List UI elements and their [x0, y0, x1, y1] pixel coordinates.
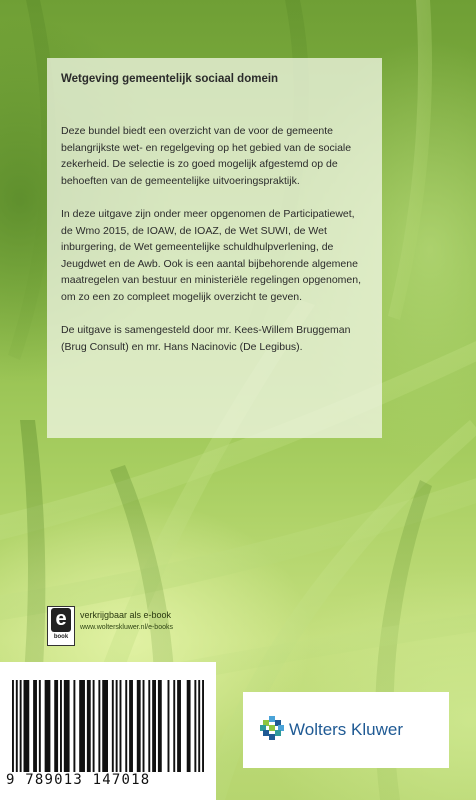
barcode-bar [33, 680, 37, 772]
barcode-bar [143, 680, 145, 772]
publisher-name: Wolters Kluwer [289, 720, 403, 739]
ebook-badge-label: book [53, 634, 69, 640]
blurb-paragraph-1: Deze bundel biedt een overzicht van de voor de gemeente belangrijkste wet- en regelgeving op het gebied van de sociale zekerheid. De selectie is zo goed mogelijk afgestemd op de behoeften van de gemeentelijke uitvoeringspraktijk. [61, 125, 352, 187]
barcode-bar [98, 680, 100, 772]
barcode-bar [73, 680, 75, 772]
ebook-notice [47, 606, 307, 650]
ebook-url: www.wolterskluwer.nl/e-books [80, 624, 173, 631]
barcode-bar [194, 680, 196, 772]
barcode-bar [64, 680, 70, 772]
blurb-panel [47, 58, 382, 438]
barcode-bar [79, 680, 85, 772]
ebook-icon [47, 606, 75, 646]
barcode-bar [39, 680, 41, 772]
barcode-bar [16, 680, 18, 772]
barcode-bar [198, 680, 200, 772]
barcode-bar [45, 680, 51, 772]
barcode-bar [148, 680, 150, 772]
barcode-bar [187, 680, 191, 772]
barcode-bar [125, 680, 127, 772]
barcode-bar [137, 680, 141, 772]
blurb-paragraph-3: De uitgave is samengesteld door mr. Kees-Willem Bruggeman (Brug Consult) en mr. Hans Nacinovic (De Legibus). [61, 324, 351, 353]
ebook-badge-letter: e [51, 608, 71, 632]
barcode-bar [173, 680, 175, 772]
barcode-bar [112, 680, 114, 772]
barcode-icon [12, 680, 204, 772]
wolters-kluwer-logo-icon [260, 716, 284, 740]
barcode-bar [177, 680, 181, 772]
book-title: Wetgeving gemeentelijk sociaal domein [61, 73, 279, 85]
isbn-digits: 9 789013 147018 [6, 772, 151, 788]
barcode-bar [202, 680, 204, 772]
barcode-box [0, 662, 216, 800]
barcode-bar [116, 680, 118, 772]
ebook-label: verkrijgbaar als e-book [80, 610, 172, 620]
barcode-bar [20, 680, 22, 772]
barcode-bar [24, 680, 30, 772]
barcode-bar [102, 680, 108, 772]
barcode-bar [60, 680, 62, 772]
barcode-bar [54, 680, 58, 772]
barcode-bar [93, 680, 95, 772]
barcode-bar [168, 680, 170, 772]
barcode-bar [158, 680, 162, 772]
barcode-bar [12, 680, 14, 772]
barcode-bar [120, 680, 122, 772]
barcode-bar [129, 680, 133, 772]
barcode-bar [87, 680, 91, 772]
barcode-bar [152, 680, 156, 772]
blurb-paragraph-2: In deze uitgave zijn onder meer opgenomen de Participatiewet, de Wmo 2015, de IOAW, de IOAZ, de Wet SUWI, de Wet inburgering, de Wet gemeentelijke schuldhulpverlening, de Jeugdwet en de Awb. Ook is een aantal bijbehorende algemene maatregelen van bestuur en ministeriële regelingen opgenomen, om zo een zo compleet mogelijk overzicht te geven. [61, 208, 362, 303]
publisher-box [243, 692, 449, 768]
